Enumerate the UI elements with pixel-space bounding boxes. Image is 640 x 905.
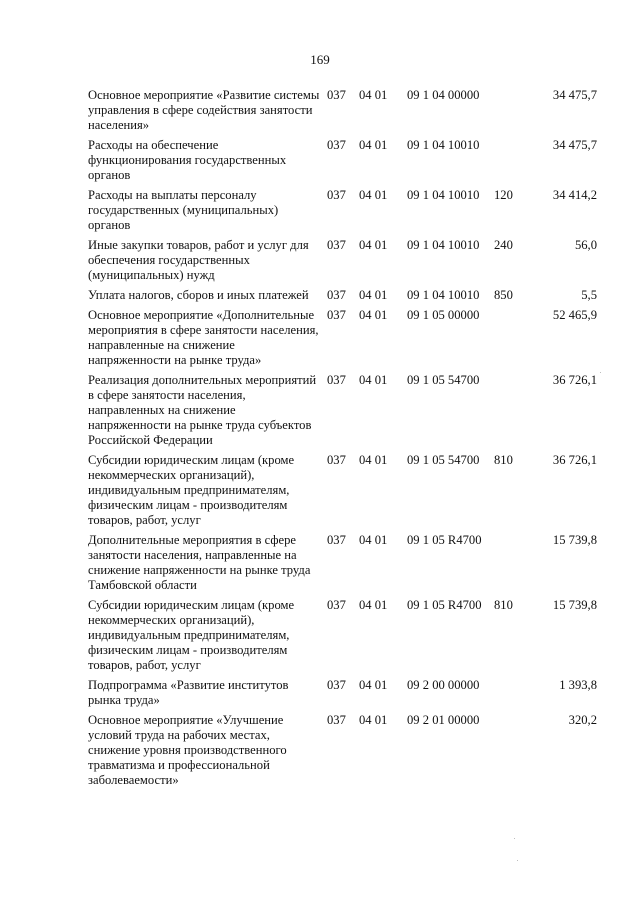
table-row bbox=[0, 713, 640, 788]
row-rz: 04 01 bbox=[359, 238, 388, 252]
table-row bbox=[0, 533, 640, 593]
table-row bbox=[0, 288, 640, 303]
row-ved: 037 bbox=[327, 533, 346, 547]
row-cs: 09 1 05 R4700 bbox=[407, 533, 482, 547]
scan-speck bbox=[600, 372, 601, 373]
row-sum: 56,0 bbox=[574, 238, 597, 252]
table-row bbox=[0, 238, 640, 283]
row-rz: 04 01 bbox=[359, 88, 388, 102]
row-cs: 09 2 00 00000 bbox=[407, 678, 480, 692]
row-ved: 037 bbox=[327, 373, 346, 387]
row-rz: 04 01 bbox=[359, 713, 388, 727]
row-name: Основное мероприятие «Дополнительные мероприятия в сфере занятости населения, направленные на снижение напряженности на рынке труда» bbox=[88, 308, 319, 367]
row-cs: 09 1 05 54700 bbox=[407, 453, 480, 467]
row-rz: 04 01 bbox=[359, 308, 388, 322]
row-name: Расходы на обеспечение функционирования государственных органов bbox=[88, 138, 287, 182]
row-ved: 037 bbox=[327, 308, 346, 322]
row-cs: 09 1 04 10010 bbox=[407, 138, 480, 152]
row-cs: 09 1 05 00000 bbox=[407, 308, 480, 322]
table-row bbox=[0, 373, 640, 448]
row-sum: 34 475,7 bbox=[552, 88, 597, 102]
row-rz: 04 01 bbox=[359, 373, 388, 387]
table-row bbox=[0, 138, 640, 183]
row-sum: 5,5 bbox=[581, 288, 597, 302]
row-rz: 04 01 bbox=[359, 533, 388, 547]
scan-speck bbox=[517, 860, 518, 861]
row-vr: 120 bbox=[494, 188, 513, 202]
row-name: Расходы на выплаты персоналу государственных (муниципальных) органов bbox=[88, 188, 279, 232]
row-ved: 037 bbox=[327, 288, 346, 302]
row-sum: 52 465,9 bbox=[552, 308, 597, 322]
table-row bbox=[0, 188, 640, 233]
row-ved: 037 bbox=[327, 138, 346, 152]
row-cs: 09 1 04 10010 bbox=[407, 288, 480, 302]
table-row bbox=[0, 308, 640, 368]
row-cs: 09 1 04 10010 bbox=[407, 188, 480, 202]
row-sum: 36 726,1 bbox=[552, 453, 597, 467]
row-cs: 09 1 04 00000 bbox=[407, 88, 480, 102]
row-name: Уплата налогов, сборов и иных платежей bbox=[88, 288, 309, 302]
row-rz: 04 01 bbox=[359, 598, 388, 612]
row-rz: 04 01 bbox=[359, 453, 388, 467]
row-sum: 34 414,2 bbox=[552, 188, 597, 202]
row-cs: 09 1 05 R4700 bbox=[407, 598, 482, 612]
row-name: Субсидии юридическим лицам (кроме некоммерческих организаций), индивидуальным предпринимателям, физическим лицам - производителям товаров, работ, услуг bbox=[88, 598, 295, 672]
row-rz: 04 01 bbox=[359, 138, 388, 152]
table-row bbox=[0, 598, 640, 673]
row-name: Основное мероприятие «Улучшение условий труда на рабочих местах, снижение уровня производственного травматизма и профессиональной заболеваемости» bbox=[88, 713, 287, 787]
row-sum: 36 726,1 bbox=[552, 373, 597, 387]
row-name: Основное мероприятие «Развитие системы управления в сфере содействия занятости населения» bbox=[88, 88, 320, 132]
scan-speck bbox=[514, 838, 515, 839]
row-ved: 037 bbox=[327, 453, 346, 467]
row-sum: 15 739,8 bbox=[552, 533, 597, 547]
row-vr: 240 bbox=[494, 238, 513, 252]
row-cs: 09 1 05 54700 bbox=[407, 373, 480, 387]
row-ved: 037 bbox=[327, 238, 346, 252]
row-vr: 810 bbox=[494, 453, 513, 467]
table-row bbox=[0, 88, 640, 133]
row-name: Субсидии юридическим лицам (кроме некоммерческих организаций), индивидуальным предпринимателям, физическим лицам - производителям товаров, работ, услуг bbox=[88, 453, 295, 527]
row-ved: 037 bbox=[327, 188, 346, 202]
row-cs: 09 2 01 00000 bbox=[407, 713, 480, 727]
row-name: Реализация дополнительных мероприятий в сфере занятости населения, направленных на снижение напряженности на рынке труда субъектов Российской Федерации bbox=[88, 373, 317, 447]
row-name: Подпрограмма «Развитие институтов рынка труда» bbox=[88, 678, 289, 707]
row-vr: 850 bbox=[494, 288, 513, 302]
row-rz: 04 01 bbox=[359, 288, 388, 302]
row-ved: 037 bbox=[327, 598, 346, 612]
budget-table bbox=[0, 88, 640, 793]
row-ved: 037 bbox=[327, 678, 346, 692]
row-rz: 04 01 bbox=[359, 188, 388, 202]
row-cs: 09 1 04 10010 bbox=[407, 238, 480, 252]
row-ved: 037 bbox=[327, 713, 346, 727]
row-sum: 34 475,7 bbox=[552, 138, 597, 152]
table-row bbox=[0, 453, 640, 528]
row-name: Дополнительные мероприятия в сфере занятости населения, направленные на снижение напряженности на рынке труда Тамбовской области bbox=[88, 533, 311, 592]
row-sum: 15 739,8 bbox=[552, 598, 597, 612]
row-sum: 1 393,8 bbox=[559, 678, 597, 692]
row-sum: 320,2 bbox=[568, 713, 597, 727]
row-name: Иные закупки товаров, работ и услуг для обеспечения государственных (муниципальных) нужд bbox=[88, 238, 309, 282]
page-number: 169 bbox=[310, 52, 330, 67]
table-row bbox=[0, 678, 640, 708]
row-rz: 04 01 bbox=[359, 678, 388, 692]
row-ved: 037 bbox=[327, 88, 346, 102]
row-vr: 810 bbox=[494, 598, 513, 612]
